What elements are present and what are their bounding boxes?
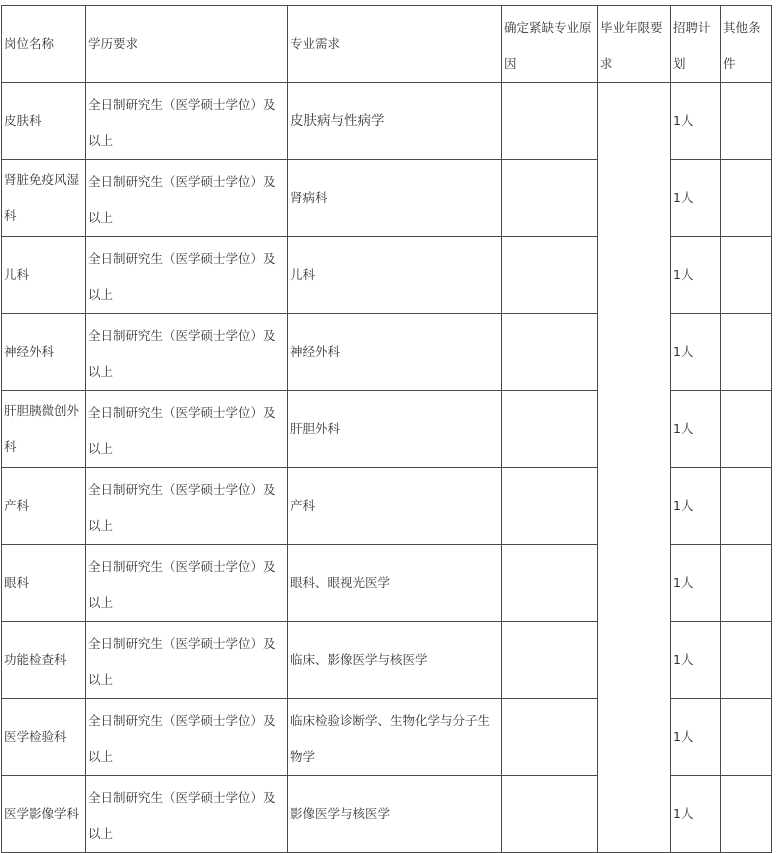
- other-cell: [721, 545, 772, 622]
- reason-cell: [502, 83, 598, 160]
- other-cell: [721, 699, 772, 776]
- other-cell: [721, 776, 772, 853]
- education-cell: 全日制研究生（医学硕士学位）及以上: [86, 699, 288, 776]
- other-cell: [721, 83, 772, 160]
- reason-cell: [502, 776, 598, 853]
- major-cell: 皮肤病与性病学: [288, 83, 502, 160]
- major-cell: 肝胆外科: [288, 391, 502, 468]
- education-cell: 全日制研究生（医学硕士学位）及以上: [86, 160, 288, 237]
- header-position: 岗位名称: [2, 6, 86, 83]
- major-cell: 影像医学与核医学: [288, 776, 502, 853]
- header-plan: 招聘计划: [671, 6, 721, 83]
- header-education: 学历要求: [86, 6, 288, 83]
- reason-cell: [502, 545, 598, 622]
- education-cell: 全日制研究生（医学硕士学位）及以上: [86, 391, 288, 468]
- header-other: 其他条件: [721, 6, 772, 83]
- plan-cell: 1人: [671, 83, 721, 160]
- plan-cell: 1人: [671, 468, 721, 545]
- recruitment-table: [1, 5, 772, 853]
- major-cell: 产科: [288, 468, 502, 545]
- position-cell: 儿科: [2, 237, 86, 314]
- table-row: [2, 83, 772, 160]
- plan-cell: 1人: [671, 314, 721, 391]
- position-cell: 肝胆胰微创外科: [2, 391, 86, 468]
- reason-cell: [502, 160, 598, 237]
- plan-cell: 1人: [671, 622, 721, 699]
- major-cell: 肾病科: [288, 160, 502, 237]
- other-cell: [721, 391, 772, 468]
- plan-cell: 1人: [671, 776, 721, 853]
- major-cell: 眼科、眼视光医学: [288, 545, 502, 622]
- plan-cell: 1人: [671, 545, 721, 622]
- plan-cell: 1人: [671, 391, 721, 468]
- header-graduation: 毕业年限要求: [598, 6, 671, 83]
- position-cell: 眼科: [2, 545, 86, 622]
- other-cell: [721, 622, 772, 699]
- other-cell: [721, 468, 772, 545]
- plan-cell: 1人: [671, 237, 721, 314]
- reason-cell: [502, 468, 598, 545]
- graduation-cell: [598, 83, 671, 853]
- major-cell: 神经外科: [288, 314, 502, 391]
- position-cell: 神经外科: [2, 314, 86, 391]
- position-cell: 肾脏免疫风湿科: [2, 160, 86, 237]
- education-cell: 全日制研究生（医学硕士学位）及以上: [86, 237, 288, 314]
- education-cell: 全日制研究生（医学硕士学位）及以上: [86, 468, 288, 545]
- position-cell: 产科: [2, 468, 86, 545]
- position-cell: 医学影像学科: [2, 776, 86, 853]
- reason-cell: [502, 314, 598, 391]
- other-cell: [721, 314, 772, 391]
- header-major: 专业需求: [288, 6, 502, 83]
- reason-cell: [502, 622, 598, 699]
- header-reason: 确定紧缺专业原因: [502, 6, 598, 83]
- position-cell: 皮肤科: [2, 83, 86, 160]
- education-cell: 全日制研究生（医学硕士学位）及以上: [86, 776, 288, 853]
- reason-cell: [502, 699, 598, 776]
- major-cell: 临床检验诊断学、生物化学与分子生物学: [288, 699, 502, 776]
- plan-cell: 1人: [671, 160, 721, 237]
- major-cell: 临床、影像医学与核医学: [288, 622, 502, 699]
- education-cell: 全日制研究生（医学硕士学位）及以上: [86, 314, 288, 391]
- major-cell: 儿科: [288, 237, 502, 314]
- header-row: [2, 6, 772, 83]
- education-cell: 全日制研究生（医学硕士学位）及以上: [86, 545, 288, 622]
- education-cell: 全日制研究生（医学硕士学位）及以上: [86, 83, 288, 160]
- reason-cell: [502, 237, 598, 314]
- other-cell: [721, 160, 772, 237]
- position-cell: 医学检验科: [2, 699, 86, 776]
- position-cell: 功能检查科: [2, 622, 86, 699]
- other-cell: [721, 237, 772, 314]
- reason-cell: [502, 391, 598, 468]
- plan-cell: 1人: [671, 699, 721, 776]
- education-cell: 全日制研究生（医学硕士学位）及以上: [86, 622, 288, 699]
